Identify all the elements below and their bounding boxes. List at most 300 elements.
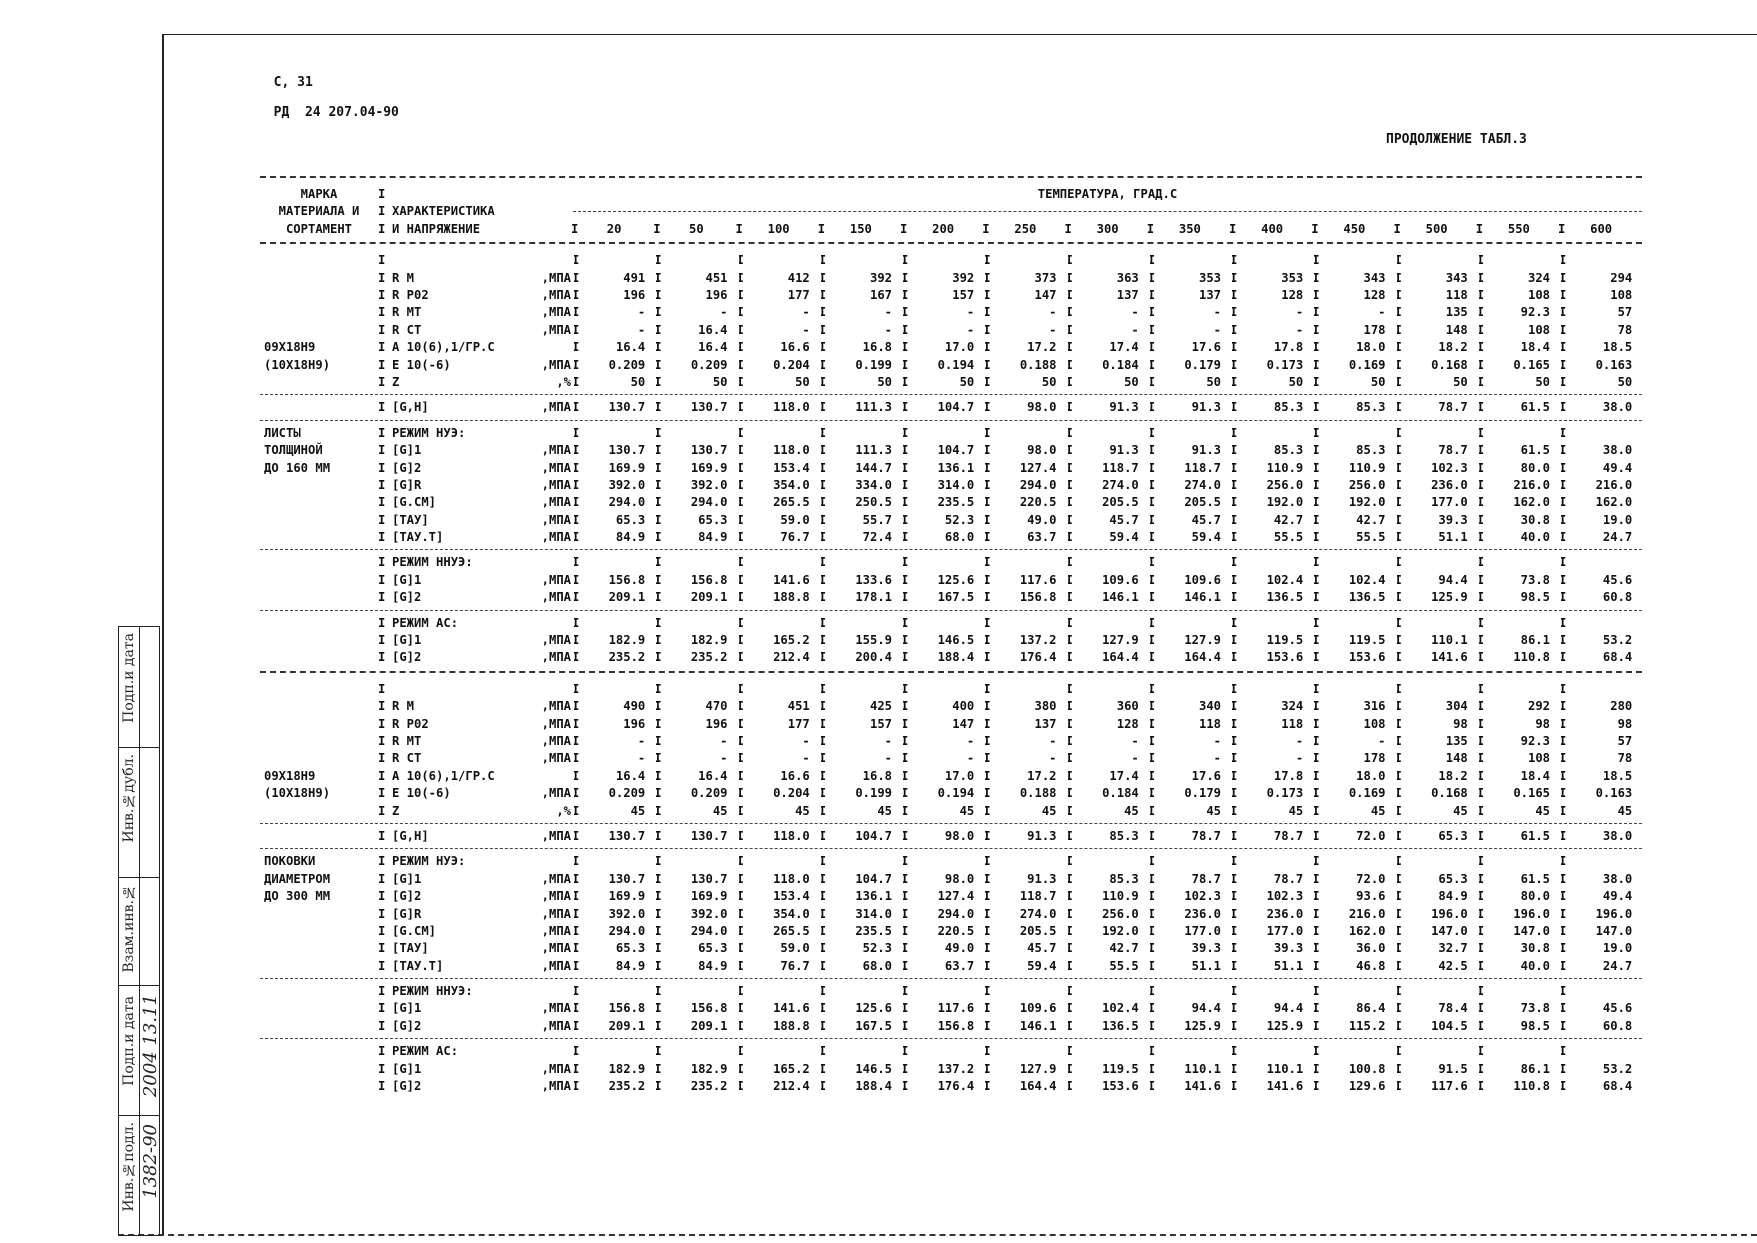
value-cell: I 177.0 (1396, 494, 1478, 511)
value-cell: I 0.179 (1149, 785, 1231, 802)
value-cell: I 49.4 (1560, 888, 1642, 905)
value-cell: I 108 (1560, 287, 1642, 304)
value-cell (984, 615, 1066, 632)
value-cell (738, 425, 820, 442)
value-cell: I 294.0 (655, 494, 737, 511)
value-cell: I 316 (1313, 698, 1395, 715)
value-cell: I 196.0 (1560, 906, 1642, 923)
value-cell: I 392.0 (573, 906, 655, 923)
value-cell: I 42.7 (1313, 512, 1395, 529)
row-characteristic (378, 828, 573, 845)
value-cell: I - (984, 322, 1066, 339)
characteristic-unit: ,МПА (541, 828, 571, 843)
value-cell: I 147.0 (1478, 923, 1560, 940)
value-cell (984, 1043, 1066, 1060)
value-cell: I 141.6 (1396, 649, 1478, 666)
value-cell: I 0.184 (1067, 785, 1149, 802)
value-cell: I 294 (1560, 270, 1642, 287)
value-cell: I 111.3 (820, 442, 902, 459)
value-cell: I 55.5 (1313, 529, 1395, 546)
characteristic-unit: ,МПА (541, 1061, 571, 1076)
characteristic-unit: ,МПА (541, 1018, 571, 1033)
value-cell: I 65.3 (573, 512, 655, 529)
value-cell: I 0.173 (1231, 785, 1313, 802)
value-cell: I 294.0 (573, 494, 655, 511)
value-cell: I 18.5 (1560, 768, 1642, 785)
value-cell: I 412 (738, 270, 820, 287)
value-cell: I 63.7 (984, 529, 1066, 546)
value-cell: I - (655, 733, 737, 750)
row-material-cell: ДО 300 ММ (264, 889, 331, 904)
value-cell: I 38.0 (1560, 442, 1642, 459)
mode-title-row (260, 615, 1642, 632)
row-material-cell: ТОЛЩИНОЙ (264, 443, 323, 458)
mode-value-row (260, 906, 1642, 923)
value-cell: I 45.7 (1149, 512, 1231, 529)
value-cell: I 45 (1478, 803, 1560, 820)
characteristic-unit: ,МПА (541, 716, 571, 731)
characteristic-label: [G]1 (392, 871, 422, 886)
row-material-cell (260, 572, 378, 589)
characteristic-unit: ,МПА (541, 443, 571, 458)
value-cell: I 65.3 (573, 940, 655, 957)
row-characteristic (378, 554, 573, 571)
value-cell: I 76.7 (738, 529, 820, 546)
value-cell (655, 853, 737, 870)
row-characteristic (378, 460, 573, 477)
value-cell: I 76.7 (738, 958, 820, 975)
row-material-cell (260, 632, 378, 649)
characteristic-label: R CT (392, 751, 422, 766)
value-cell: I 102.4 (1231, 572, 1313, 589)
characteristic-label: R P02 (392, 288, 429, 302)
value-cell: I 84.9 (655, 958, 737, 975)
value-cell: I 146.5 (820, 1061, 902, 1078)
value-cell (573, 681, 655, 698)
value-cell (1396, 853, 1478, 870)
value-cell: I - (1067, 304, 1149, 321)
value-cell: I 17.6 (1149, 768, 1231, 785)
value-cell: I 196.0 (1396, 906, 1478, 923)
value-cell: I 220.5 (984, 494, 1066, 511)
value-cell: I 57 (1560, 304, 1642, 321)
characteristic-label: R M (392, 699, 415, 714)
value-cell (1396, 554, 1478, 571)
value-cell: I 294.0 (984, 477, 1066, 494)
row-material-cell (260, 374, 378, 391)
row-characteristic (378, 512, 573, 529)
header-material-3: СОРТАМЕНТ (285, 221, 353, 236)
value-cell: I 0.209 (655, 357, 737, 374)
row-characteristic (378, 339, 573, 356)
value-cell: I 127.4 (902, 888, 984, 905)
value-cell: I 451 (738, 698, 820, 715)
value-cell: I 50 (655, 374, 737, 391)
property-row (260, 768, 1642, 785)
characteristic-unit: ,МПА (541, 460, 571, 475)
value-cell (984, 554, 1066, 571)
value-cell: I - (984, 750, 1066, 767)
value-cell: I 280 (1560, 698, 1642, 715)
value-cell (1231, 554, 1313, 571)
value-cell: I 236.0 (1149, 906, 1231, 923)
value-cell (738, 681, 820, 698)
value-cell: I 235.2 (655, 1078, 737, 1095)
value-cell: I 98 (1560, 716, 1642, 733)
value-cell (1067, 983, 1149, 1000)
table-body (260, 252, 1642, 1095)
value-cell: I 110.1 (1149, 1061, 1231, 1078)
value-cell: I 182.9 (655, 632, 737, 649)
value-cell: I 55.7 (820, 512, 902, 529)
row-material-cell (260, 940, 378, 957)
value-cell: I 45 (655, 803, 737, 820)
value-cell: I 256.0 (1313, 477, 1395, 494)
header-temp-600: I 600 (1560, 221, 1642, 238)
table-header-row-1 (260, 186, 1642, 203)
value-cell: I 102.4 (1313, 572, 1395, 589)
value-cell: I 72.4 (820, 529, 902, 546)
mode-value-row (260, 572, 1642, 589)
value-cell (573, 983, 655, 1000)
value-cell: I 205.5 (1149, 494, 1231, 511)
characteristic-label: [G,H] (392, 828, 429, 843)
value-cell: I 45.7 (1067, 512, 1149, 529)
value-cell: I 24.7 (1560, 958, 1642, 975)
row-material-cell (260, 554, 378, 571)
value-cell: I 61.5 (1478, 828, 1560, 845)
value-cell: I 129.6 (1313, 1078, 1395, 1095)
value-cell: I 196.0 (1478, 906, 1560, 923)
row-characteristic (378, 287, 573, 304)
mode-value-row (260, 494, 1642, 511)
row-characteristic (378, 853, 573, 870)
characteristic-label: РЕЖИМ НУЭ: (392, 854, 466, 869)
characteristic-unit: ,МПА (541, 305, 571, 320)
row-characteristic (378, 750, 573, 767)
value-cell: I 39.3 (1149, 940, 1231, 957)
value-cell: I 18.0 (1313, 768, 1395, 785)
row-characteristic (378, 871, 573, 888)
mode-value-row (260, 940, 1642, 957)
row-characteristic (378, 888, 573, 905)
row-material-cell (260, 983, 378, 1000)
value-cell: I 72.0 (1313, 828, 1395, 845)
value-cell: I 205.5 (1067, 494, 1149, 511)
value-cell: I 274.0 (1149, 477, 1231, 494)
value-cell: I 91.5 (1396, 1061, 1478, 1078)
header-temp-300: I 300 (1067, 221, 1149, 238)
header-temp-20: I 20 (573, 221, 655, 238)
value-cell: I 178.1 (820, 589, 902, 606)
row-characteristic (378, 572, 573, 589)
value-cell: I 45 (1231, 803, 1313, 820)
header-temp-150: I 150 (820, 221, 902, 238)
characteristic-label: [G]1 (392, 1061, 422, 1076)
characteristic-unit: ,МПА (541, 733, 571, 748)
row-characteristic (378, 615, 573, 632)
value-cell: I 17.6 (1149, 339, 1231, 356)
value-cell: I 18.5 (1560, 339, 1642, 356)
mode-value-row (260, 1078, 1642, 1095)
row-characteristic (378, 958, 573, 975)
value-cell: I 250.5 (820, 494, 902, 511)
characteristic-unit: ,МПА (541, 270, 571, 285)
value-cell: I 104.7 (902, 442, 984, 459)
header-temp-50: I 50 (655, 221, 737, 238)
value-cell: I 425 (820, 698, 902, 715)
header-bottom-rule (260, 242, 1642, 252)
value-cell (1396, 681, 1478, 698)
value-cell: I 176.4 (902, 1078, 984, 1095)
value-cell (1560, 1043, 1642, 1060)
value-cell: I 110.1 (1396, 632, 1478, 649)
value-cell: I 209.1 (573, 1018, 655, 1035)
properties-table (260, 172, 1642, 1095)
row-characteristic (378, 698, 573, 715)
value-cell: I 91.3 (984, 828, 1066, 845)
row-characteristic (378, 374, 573, 391)
header-temp-550: I 550 (1478, 221, 1560, 238)
value-cell: I 118.7 (984, 888, 1066, 905)
value-cell: I 104.7 (820, 871, 902, 888)
mode-value-row (260, 512, 1642, 529)
allowable-stress-row (260, 399, 1642, 416)
value-cell (1396, 252, 1478, 269)
value-cell: I 118.0 (738, 399, 820, 416)
value-cell: I 146.1 (1149, 589, 1231, 606)
value-cell: I 85.3 (1231, 442, 1313, 459)
value-cell: I 118.7 (1067, 460, 1149, 477)
header-temp-350: I 350 (1149, 221, 1231, 238)
row-material-cell (260, 477, 378, 494)
value-cell (655, 554, 737, 571)
stamp-label-podp-data-2: Подп.и дата (121, 633, 137, 723)
value-cell: I 98 (1396, 716, 1478, 733)
value-cell: I 50 (1478, 374, 1560, 391)
spacer-row (260, 681, 1642, 698)
table-top-rule (260, 176, 1642, 186)
value-cell: I 109.6 (1067, 572, 1149, 589)
characteristic-label: [G,H] (392, 400, 429, 415)
value-cell: I 128 (1313, 287, 1395, 304)
value-cell: I 45 (984, 803, 1066, 820)
value-cell: I - (820, 750, 902, 767)
value-cell (984, 983, 1066, 1000)
row-material-cell: ПОКОВКИ (264, 854, 316, 869)
row-material-cell (260, 906, 378, 923)
value-cell: I - (1149, 304, 1231, 321)
value-cell (1313, 681, 1395, 698)
value-cell: I 73.8 (1478, 572, 1560, 589)
characteristic-unit: ,% (556, 374, 571, 389)
characteristic-unit: ,МПА (541, 1001, 571, 1016)
value-cell: I 108 (1478, 750, 1560, 767)
value-cell: I 136.5 (1313, 589, 1395, 606)
value-cell: I 118 (1231, 716, 1313, 733)
characteristic-label: [ТАУ] (392, 512, 429, 527)
row-material-cell (260, 803, 378, 820)
row-characteristic (378, 733, 573, 750)
characteristic-unit: ,МПА (541, 923, 571, 938)
value-cell: I 130.7 (655, 399, 737, 416)
characteristic-label: РЕЖИМ АС: (392, 615, 459, 630)
value-cell: I - (738, 304, 820, 321)
property-row (260, 733, 1642, 750)
value-cell: I 147.0 (1396, 923, 1478, 940)
value-cell: I 80.0 (1478, 460, 1560, 477)
value-cell: I 324 (1231, 698, 1313, 715)
value-cell: I 16.4 (655, 322, 737, 339)
value-cell: I 363 (1067, 270, 1149, 287)
value-cell: I 98.0 (984, 399, 1066, 416)
value-cell: I 16.8 (820, 768, 902, 785)
value-cell (902, 983, 984, 1000)
characteristic-unit: ,МПА (541, 1079, 571, 1094)
value-cell (1149, 983, 1231, 1000)
value-cell: I 0.168 (1396, 357, 1478, 374)
value-cell: I 137.2 (902, 1061, 984, 1078)
characteristic-label: [G]2 (392, 460, 422, 475)
value-cell: I 373 (984, 270, 1066, 287)
value-cell: I 137 (1067, 287, 1149, 304)
value-cell: I 340 (1149, 698, 1231, 715)
row-characteristic (378, 768, 573, 785)
value-cell: I 91.3 (984, 871, 1066, 888)
value-cell: I 104.7 (902, 399, 984, 416)
value-cell: I 0.204 (738, 785, 820, 802)
property-row (260, 339, 1642, 356)
characteristic-label: A 10(6),1/ГР.С (392, 340, 495, 355)
value-cell: I 148 (1396, 750, 1478, 767)
value-cell: I 196 (655, 287, 737, 304)
characteristic-label: Z (392, 374, 400, 389)
row-characteristic (378, 494, 573, 511)
stamp-label-vzam-inv: Взам.инв.№ (121, 884, 137, 973)
value-cell: I - (1067, 750, 1149, 767)
value-cell: I 156.8 (655, 572, 737, 589)
value-cell: I 0.165 (1478, 785, 1560, 802)
value-cell (573, 554, 655, 571)
value-cell (1478, 554, 1560, 571)
characteristic-unit: ,МПА (541, 400, 571, 415)
header-temp-450: I 450 (1313, 221, 1395, 238)
characteristic-unit: ,МПА (541, 357, 571, 372)
characteristic-unit: ,МПА (541, 786, 571, 801)
value-cell: I 16.6 (738, 339, 820, 356)
value-cell: I 50 (1231, 374, 1313, 391)
value-cell: I - (573, 304, 655, 321)
value-cell: I 52.3 (902, 512, 984, 529)
value-cell: I 130.7 (655, 871, 737, 888)
characteristic-unit: ,МПА (541, 495, 571, 510)
value-cell: I 78 (1560, 322, 1642, 339)
value-cell: I 127.9 (984, 1061, 1066, 1078)
row-characteristic (378, 529, 573, 546)
value-cell: I 0.199 (820, 357, 902, 374)
row-characteristic (378, 425, 573, 442)
value-cell: I 196 (573, 287, 655, 304)
value-cell: I 200.4 (820, 649, 902, 666)
value-cell (820, 252, 902, 269)
value-cell (1231, 615, 1313, 632)
value-cell: I 98.0 (984, 442, 1066, 459)
value-cell: I 380 (984, 698, 1066, 715)
value-cell: I 167.5 (820, 1018, 902, 1035)
value-cell: I 136.5 (1231, 589, 1313, 606)
value-cell: I 61.5 (1478, 442, 1560, 459)
characteristic-label: РЕЖИМ ННУЭ: (392, 984, 473, 999)
value-cell: I 98.5 (1478, 589, 1560, 606)
row-characteristic (378, 322, 573, 339)
value-cell: I 108 (1478, 322, 1560, 339)
value-cell (655, 983, 737, 1000)
value-cell: I 51.1 (1396, 529, 1478, 546)
value-cell: I 59.4 (1149, 529, 1231, 546)
header-characteristic-2: I И НАПРЯЖЕНИЕ (378, 221, 573, 238)
value-cell: I 125.9 (1396, 589, 1478, 606)
value-cell (902, 1043, 984, 1060)
value-cell: I - (820, 304, 902, 321)
value-cell (1067, 554, 1149, 571)
value-cell: I 40.0 (1478, 958, 1560, 975)
stamp-label-inv-dubl: Инв.№дубл. (121, 754, 137, 843)
mode-value-row (260, 958, 1642, 975)
value-cell: I 60.8 (1560, 1018, 1642, 1035)
value-cell: I 104.7 (820, 828, 902, 845)
value-cell: I 196 (573, 716, 655, 733)
row-material-cell: (10Х18Н9) (264, 786, 331, 801)
value-cell: I 192.0 (1313, 494, 1395, 511)
characteristic-label: [G]R (392, 477, 422, 492)
value-cell: I 324 (1478, 270, 1560, 287)
value-cell: I 188.4 (902, 649, 984, 666)
value-cell: I 148 (1396, 322, 1478, 339)
value-cell: I 0.209 (655, 785, 737, 802)
value-cell (573, 1043, 655, 1060)
value-cell: I 0.184 (1067, 357, 1149, 374)
value-cell: I 0.163 (1560, 785, 1642, 802)
row-characteristic (378, 270, 573, 287)
value-cell: I 343 (1313, 270, 1395, 287)
value-cell: I 169.9 (573, 888, 655, 905)
value-cell: I 157 (820, 716, 902, 733)
characteristic-unit: ,МПА (541, 572, 571, 587)
value-cell: I 128 (1231, 287, 1313, 304)
row-material-cell (260, 494, 378, 511)
value-cell: I 274.0 (984, 906, 1066, 923)
value-cell: I 98.0 (902, 871, 984, 888)
value-cell: I 18.0 (1313, 339, 1395, 356)
value-cell: I 115.2 (1313, 1018, 1395, 1035)
value-cell: I 65.3 (655, 512, 737, 529)
value-cell (1231, 425, 1313, 442)
characteristic-label: РЕЖИМ АС: (392, 1044, 459, 1059)
header-material-2: МАТЕРИАЛА И (278, 204, 360, 219)
value-cell (1231, 1043, 1313, 1060)
value-cell: I 53.2 (1560, 632, 1642, 649)
value-cell: I 18.2 (1396, 768, 1478, 785)
value-cell (1149, 681, 1231, 698)
value-cell: I 0.194 (902, 357, 984, 374)
value-cell (984, 425, 1066, 442)
value-cell (573, 425, 655, 442)
stamp-handwritten-number: 1382-90 (140, 1124, 161, 1199)
characteristic-label: E 10(-6) (392, 357, 451, 372)
value-cell: I 84.9 (573, 529, 655, 546)
value-cell: I 102.3 (1231, 888, 1313, 905)
row-material-cell (260, 733, 378, 750)
